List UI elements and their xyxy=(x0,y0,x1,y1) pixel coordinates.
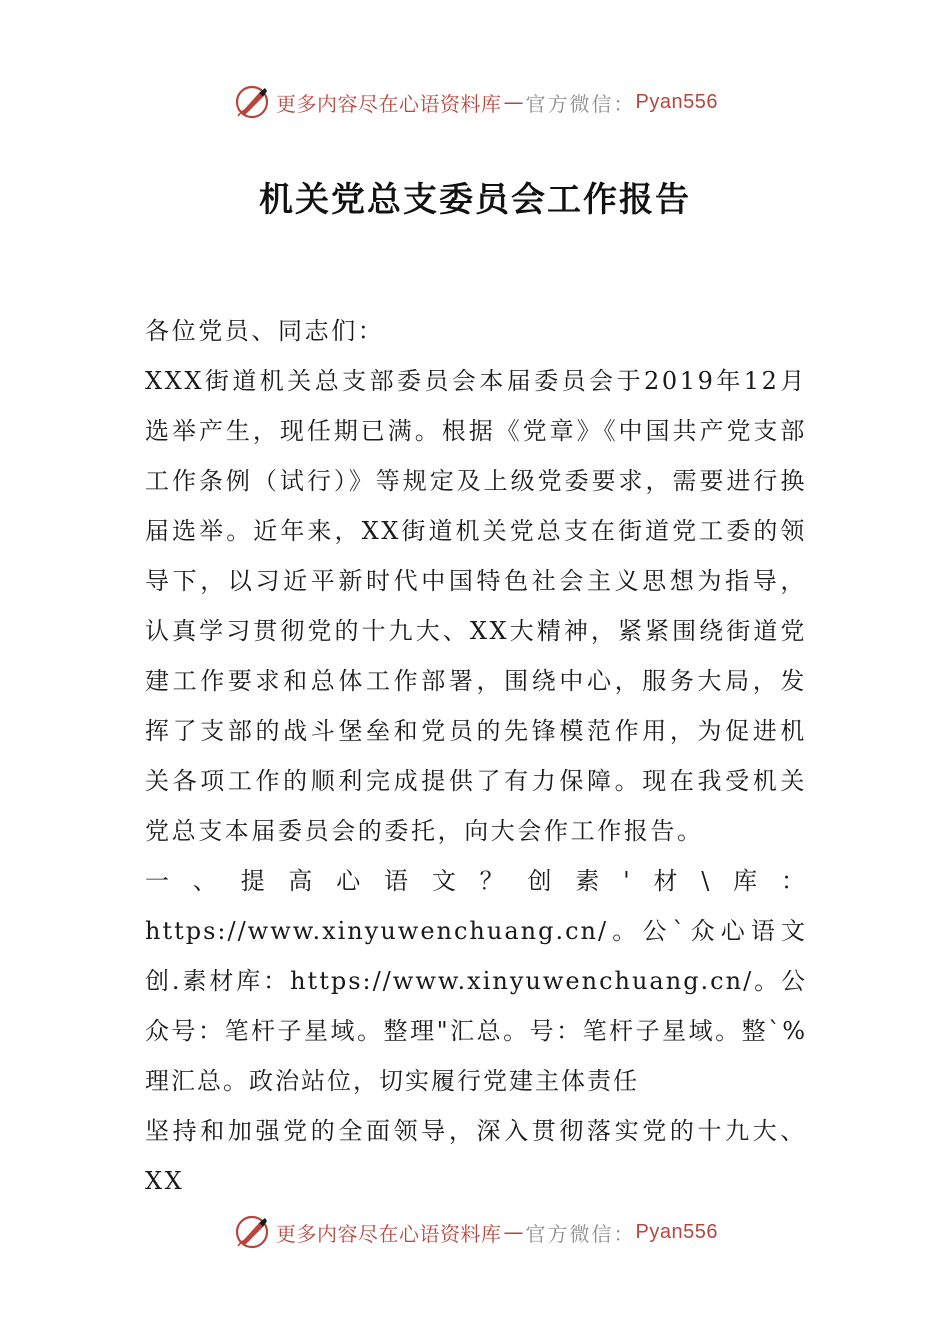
watermark-wechat-label: 官方微信： xyxy=(525,1221,636,1246)
watermark-wechat-id: Pyan556 xyxy=(635,90,718,113)
watermark-site-text: 更多内容尽在心语资料库 xyxy=(276,91,502,116)
watermark-site-text: 更多内容尽在心语资料库 xyxy=(276,1221,502,1246)
paragraph-intro: XXX街道机关总支部委员会本届委员会于2019年12月选举产生，现任期已满。根据《党章》《中国共产党支部工作条例（试行）》等规定及上级党委要求，需要进行换届选举。近年来，XX街道机关党总支在街道党工委的领导下，以习近平新时代中国特色社会主义思想为指导，认真学习贯彻党的十九大、XX大精神，紧紧围绕街道党建工作要求和总体工作部署，围绕中心，服务大局，发挥了支部的战斗堡垒和党员的先锋模范作用，为促进机关各项工作的顺利完成提供了有力保障。现在我受机关党总支本届委员会的委托，向大会作工作报告。 xyxy=(145,367,807,845)
pen-nib-logo-icon xyxy=(232,82,272,122)
footer-watermark xyxy=(0,1212,950,1252)
salutation: 各位党员、同志们： xyxy=(145,317,385,345)
pen-nib-logo-icon xyxy=(232,1212,272,1252)
document-title: 机关党总支委员会工作报告 xyxy=(259,180,691,220)
document-body xyxy=(145,306,807,1206)
header-watermark xyxy=(0,82,950,122)
watermark-wechat-label: 官方微信： xyxy=(525,91,636,116)
paragraph-section-heading: 一、提高心语文？创素'材\库：https://www.xinyuwenchuang.cn/。公`众心语文创.素材库：https://www.xinyuwenchuang.cn/。公众号：笔杆子星域。整理"汇总。号：笔杆子星域。整`%理汇总。政治站位，切实履行党建主体责任 xyxy=(145,867,807,1095)
paragraph-continuation: 坚持和加强党的全面领导，深入贯彻落实党的十九大、XX xyxy=(145,1117,807,1195)
watermark-wechat-id: Pyan556 xyxy=(635,1220,718,1243)
watermark-separator: — xyxy=(503,90,524,114)
watermark-separator: — xyxy=(503,1220,524,1244)
